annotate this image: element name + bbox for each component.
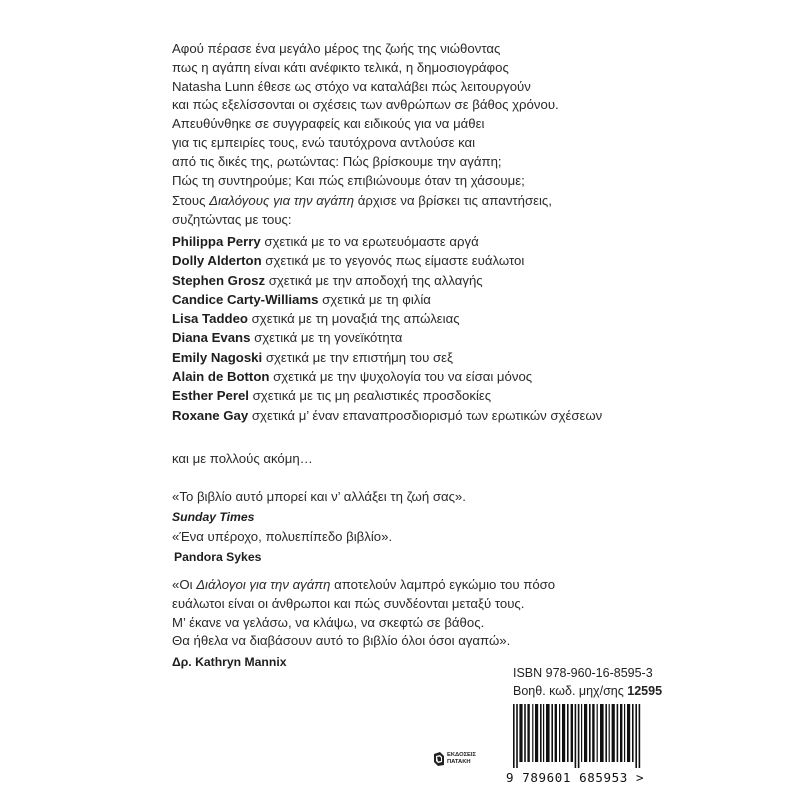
list-item [172, 271, 642, 290]
person-name: Lisa Taddeo [172, 311, 248, 327]
intro-line: και πώς εξελίσσονται οι σχέσεις των ανθρώπων σε βάθος χρόνου. [172, 97, 559, 113]
publisher-name [447, 752, 476, 766]
quote-sunday-times [172, 488, 642, 526]
intro-line: Αφού πέρασε ένα μεγάλο μέρος της ζωής της νιώθοντας [172, 41, 501, 56]
person-name: Alain de Botton [172, 369, 270, 385]
person-name: Dolly Alderton [172, 253, 262, 269]
intro-line: πως η αγάπη είναι κάτι ανέφικτο τελικά, η δημοσιογράφος [172, 59, 509, 75]
aux-code-prefix: Βοηθ. κωδ. μηχ/σης [513, 683, 628, 698]
list-item [172, 232, 642, 251]
person-topic: σχετικά με τις μη ρεαλιστικές προσδοκίες [248, 388, 492, 404]
publisher-line: ΠΑΤΑΚΗ [447, 759, 471, 765]
quote-pandora-sykes [172, 528, 642, 566]
barcode-digits: 9 789601 685953 > [506, 770, 645, 785]
quote-line [172, 576, 642, 595]
person-topic: σχετικά με τη φιλία [318, 291, 431, 307]
list-item [172, 251, 642, 270]
list-item [172, 406, 627, 425]
publisher-logo-icon [433, 752, 445, 766]
list-item [172, 309, 642, 328]
quote-line: Θα ήθελα να διαβάσουν αυτό το βιβλίο όλοι όσοι αγαπώ». [172, 633, 511, 649]
intro-line: για τις εμπειρίες τους, ενώ ταυτόχρονα αντλούσε και [172, 134, 476, 150]
dialogues-suffix: άρχισε να βρίσκει τις απαντήσεις, [354, 193, 552, 208]
person-topic: σχετικά με την αποδοχή της αλλαγής [265, 272, 483, 288]
person-name: Roxane Gay [172, 407, 249, 423]
person-topic: σχετικά με τη γονεϊκότητα [250, 330, 403, 346]
person-name: Emily Nagoski [172, 349, 263, 365]
person-name: Candice Carty-Williams [172, 291, 319, 307]
quote-line: Μ’ έκανε να γελάσω, να κλάψω, να σκεφτώ σε βάθος. [172, 614, 485, 630]
person-name: Stephen Grosz [172, 272, 266, 288]
book-title-italic: Διάλογοι για την αγάπη [196, 577, 331, 592]
quote-line: ευάλωτοι είναι οι άνθρωποι και πώς συνδέονται μεταξύ τους. [172, 595, 525, 611]
list-item [172, 348, 642, 367]
person-topic: σχετικά μ’ έναν επαναπροσδιορισμό των ερωτικών σχέσεων [248, 407, 603, 423]
quote-text: «Το βιβλίο αυτό μπορεί και ν’ αλλάξει τη ζωή σας». [172, 489, 466, 504]
barcode-icon [513, 704, 643, 768]
list-item [172, 290, 642, 309]
aux-code-line [513, 683, 663, 701]
quote-source: Δρ. Kathryn Mannix [172, 655, 287, 670]
dialogues-paragraph [172, 192, 642, 230]
list-item [172, 328, 642, 347]
intro-line: Natasha Lunn έθεσε ως στόχο να καταλάβει πώς λειτουργούν [172, 78, 531, 94]
person-topic: σχετικά με το γεγονός πως είμαστε ευάλωτοι [261, 253, 525, 269]
isbn-block [513, 665, 663, 700]
list-item [172, 386, 642, 405]
person-name: Esther Perel [172, 388, 249, 404]
quote-source: Sunday Times [172, 509, 255, 524]
dialogues-prefix: Στους [172, 193, 210, 208]
book-title-italic: Διαλόγους για την αγάπη [209, 193, 355, 208]
person-name: Philippa Perry [172, 234, 261, 249]
and-more-text: και με πολλούς ακόμη… [172, 451, 313, 466]
person-topic: σχετικά με την επιστήμη του σεξ [262, 349, 453, 365]
publisher-line: ΕΚΔΟΣΕΙΣ [447, 752, 477, 758]
quote-source: Pandora Sykes [174, 549, 262, 564]
interviewee-list [172, 232, 642, 425]
and-more-line [172, 450, 642, 469]
person-topic: σχετικά με την ψυχολογία του να είσαι μόνος [269, 369, 533, 385]
quote-kathryn-mannix [172, 576, 642, 671]
isbn-number: ISBN 978-960-16-8595-3 [513, 666, 653, 680]
quote-text: «Ένα υπέροχο, πολυεπίπεδο βιβλίο». [172, 529, 393, 544]
person-topic: σχετικά με τη μοναξιά της απώλειας [247, 311, 460, 327]
dialogues-line: συζητώντας με τους: [172, 211, 292, 227]
intro-line: από τις δικές της, ρωτώντας: Πώς βρίσκουμε την αγάπη; [172, 153, 502, 169]
person-name: Diana Evans [172, 330, 251, 346]
aux-code: 12595 [627, 683, 663, 698]
intro-line: Πώς τη συντηρούμε; Και πώς επιβιώνουμε όταν τη χάσουμε; [172, 172, 525, 188]
quote-rest: αποτελούν λαμπρό εγκώμιο του πόσο [330, 577, 556, 592]
list-item [172, 367, 642, 386]
person-topic: σχετικά με το να ερωτευόμαστε αργά [260, 234, 479, 249]
intro-line: Απευθύνθηκε σε συγγραφείς και ειδικούς για να μάθει [172, 116, 485, 132]
dialogues-line [172, 192, 642, 211]
quote-open: «Οι [172, 577, 197, 592]
intro-paragraph [172, 40, 642, 190]
